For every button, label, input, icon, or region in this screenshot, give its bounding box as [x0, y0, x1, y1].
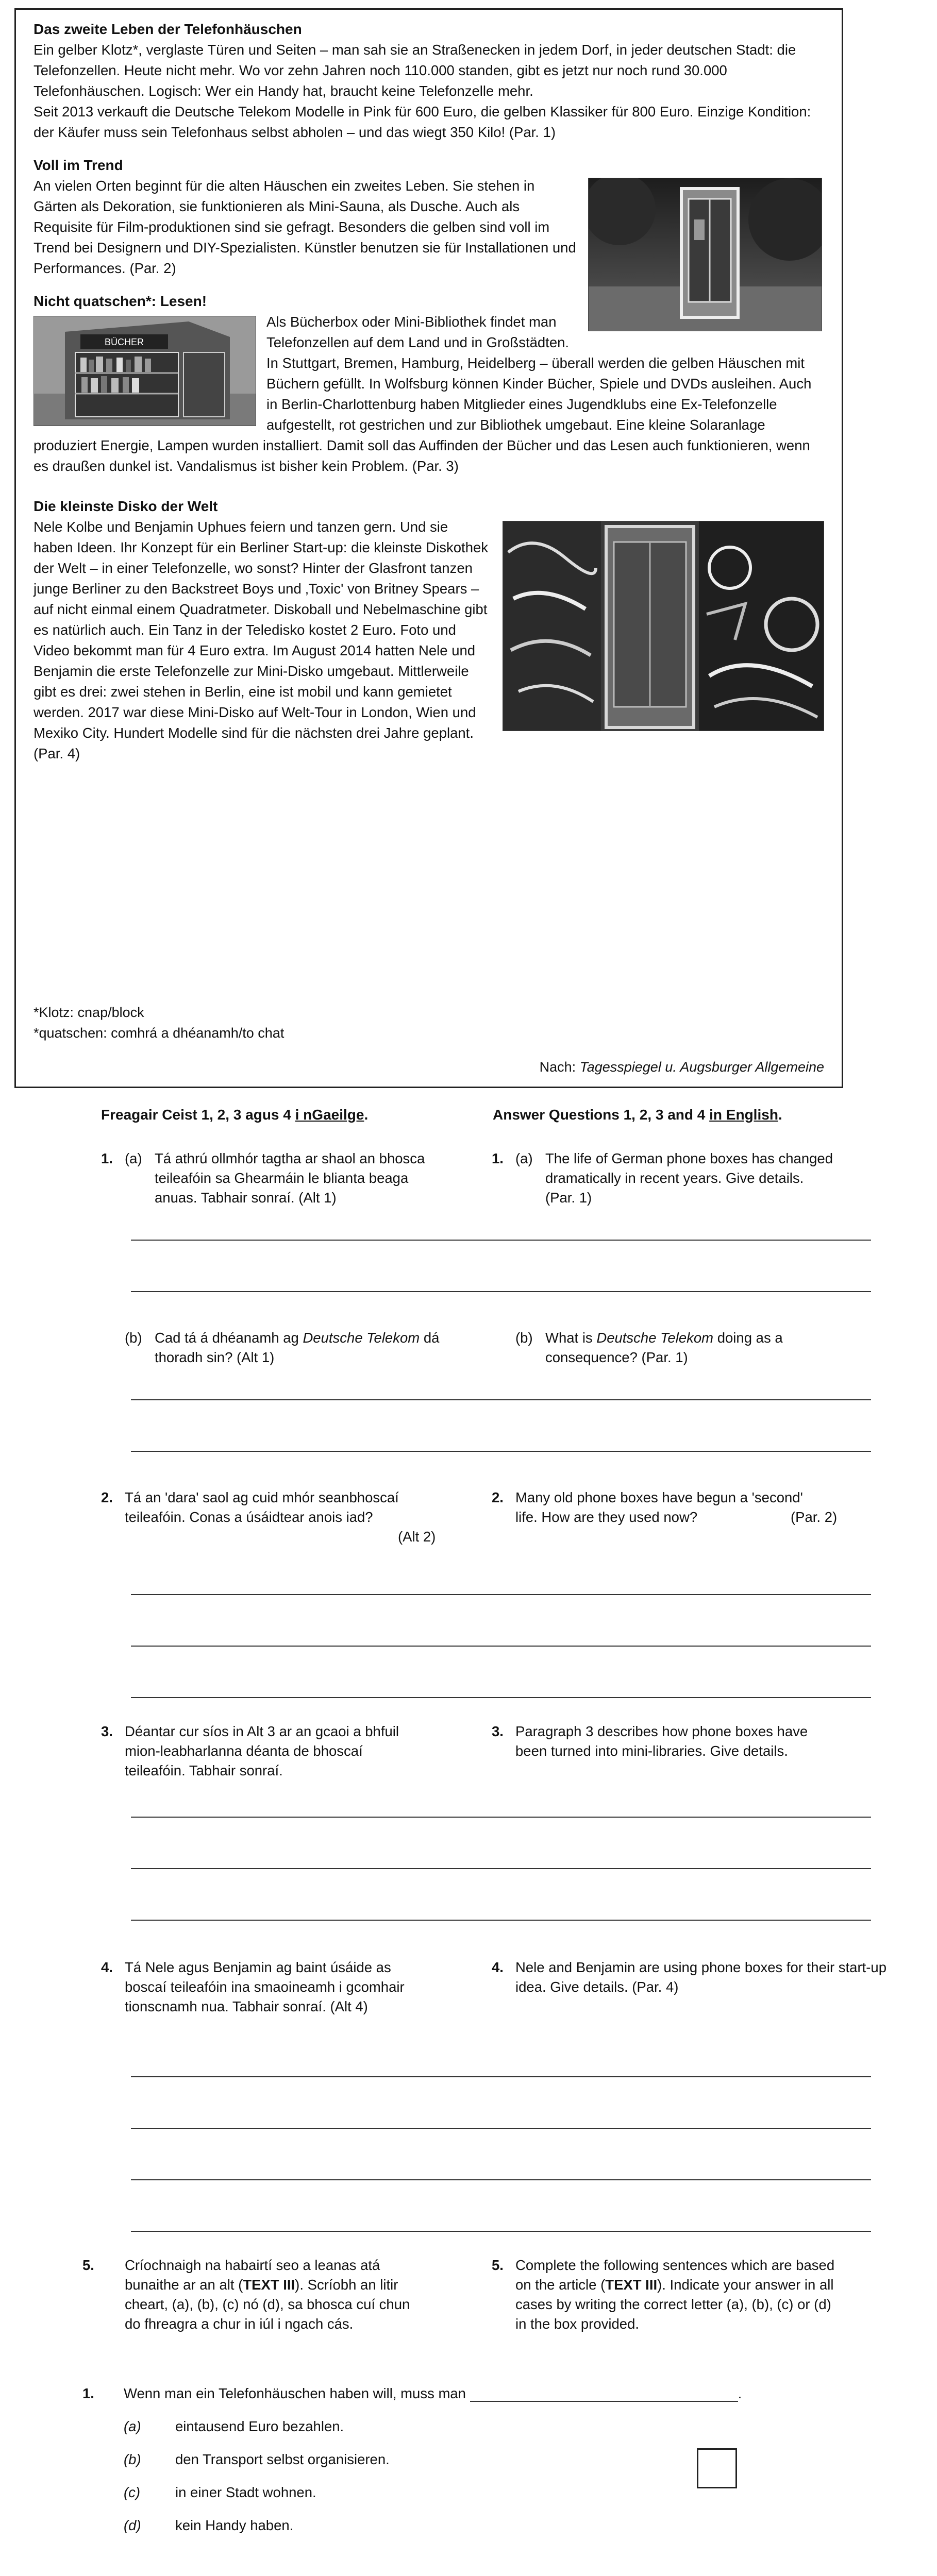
book-sign-text: BÜCHER	[104, 337, 144, 347]
instructions-english-end: .	[778, 1107, 782, 1123]
answer-line[interactable]	[131, 1817, 871, 1818]
question-text-irish: Tá athrú ollmhór tagtha ar shaol an bhosca teileafóin sa Ghearmáin le blianta beaga anuas. Tabhair sonraí. (Alt 1)	[155, 1150, 425, 1206]
section-title: Nicht quatschen*: Lesen!	[34, 293, 207, 309]
question-text-bold: TEXT III	[243, 2277, 295, 2293]
answer-box-1[interactable]	[697, 2448, 737, 2488]
footnote-klotz: *Klotz: cnap/block	[34, 1005, 144, 1020]
section-text: Seit 2013 verkauft die Deutsche Telekom Modelle in Pink für 600 Euro, die gelben Klassiker für 800 Euro. Einzige Kondition: der Käufer muss sein Telefonhaus selbst abholen – und das wiegt 350 Kilo! (Par. 1)	[34, 104, 811, 140]
question-number: 1.	[101, 1150, 113, 1166]
question-number: 1.	[492, 1150, 504, 1166]
question-number: 5.	[492, 2257, 504, 2273]
answer-line[interactable]	[131, 1399, 871, 1400]
part-label: (b)	[515, 1330, 533, 1346]
answer-line[interactable]	[131, 1920, 871, 1921]
option-text: in einer Stadt wohnen.	[175, 2484, 316, 2500]
question-text-irish	[125, 2256, 424, 2334]
question-text-irish: Déantar cur síos in Alt 3 ar an gcaoi a bhfuil mion-leabharlanna déanta de bhoscaí teileafóin. Tabhair sonraí.	[125, 1723, 399, 1778]
question-number: 4.	[492, 1959, 504, 1975]
question-text-emphasis: Deutsche Telekom	[303, 1330, 420, 1346]
answer-line[interactable]	[131, 2231, 871, 2232]
mc-option	[124, 2418, 344, 2435]
question-4	[101, 1958, 905, 2045]
phone-box-photo	[588, 178, 822, 331]
option-text: kein Handy haben.	[175, 2517, 294, 2533]
section-text: Nele Kolbe und Benjamin Uphues feiern und tanzen gern. Und sie haben Ideen. Ihr Konzept für ein Berliner Start-up: die kleinste Diskothek der Welt – in einer Telefonzelle, wo sonst? Hinter der Glasfront tanzen junge Berliner zu den Backstreet Boys und ‚Toxic' von Britney Spears – auf nicht einmal einem Quadratmeter. Diskoball und Nebelmaschine gibt es natürlich auch. Ein Tanz in der Teledisko kostet 2 Euro. Foto und Video bekommt man für 4 Euro extra. Im August 2014 hatten Nele und Benjamin die erste Telefonzelle zur Mini-Disko umgebaut. Mittlerweile gibt es drei: zwei stehen in Berlin, eine ist mobil und kann gemietet werden. 2017 war diese Mini-Disko auf Welt-Tour in London, Wien und Mexiko City. Hundert Modelle sind für die nächsten drei Jahre geplant. (Par. 4)	[34, 519, 489, 761]
question-number: 4.	[101, 1959, 113, 1975]
instructions-irish	[101, 1107, 368, 1123]
question-text-irish	[155, 1328, 443, 1367]
question-text-english: Many old phone boxes have begun a 'second' life. How are they used now?	[515, 1489, 803, 1525]
answer-line[interactable]	[131, 1594, 871, 1595]
question-1a	[101, 1149, 905, 1216]
article-source	[540, 1057, 824, 1077]
question-text-part: ). Indicate your answer in all cases by writing the correct letter (a), (b), (c) or (d) in the box provided.	[515, 2277, 834, 2332]
question-text-english	[545, 1328, 834, 1367]
question-text-part: dá thoradh sin? (Alt 1)	[155, 1330, 440, 1365]
question-text-english	[515, 2256, 835, 2334]
mc-option	[124, 2451, 390, 2468]
question-number: 2.	[101, 1489, 113, 1505]
question-number: 2.	[492, 1489, 504, 1505]
question-text-emphasis: Deutsche Telekom	[596, 1330, 714, 1346]
answer-line[interactable]	[131, 1646, 871, 1647]
question-number: 3.	[492, 1723, 504, 1739]
option-label: (c)	[124, 2484, 141, 2500]
instructions-english-underlined: in English	[709, 1107, 778, 1123]
question-text-part: Complete the following sentences which are based on the article (	[515, 2257, 835, 2293]
part-label: (a)	[125, 1150, 142, 1166]
part-label: (a)	[515, 1150, 533, 1166]
answer-line[interactable]	[131, 2076, 871, 2077]
question-number: 5.	[82, 2257, 94, 2273]
article-section-2	[34, 155, 824, 279]
answer-line[interactable]	[131, 1868, 871, 1869]
option-label: (a)	[124, 2418, 141, 2434]
mc-option	[124, 2517, 293, 2534]
section-text: Ein gelber Klotz*, verglaste Türen und Seiten – man sah sie an Straßenecken in jedem Dorf, in jeder deutschen Stadt: die Telefonzellen. Heute nicht mehr. Wo vor zehn Jahren noch 110.000 standen, gibt es jetzt nur noch rund 30.000 Telefonhäuschen. Logisch: Wer ein Handy hat, braucht keine Telefonzelle mehr.	[34, 42, 796, 99]
question-text-bold: TEXT III	[605, 2277, 658, 2293]
footnotes	[34, 1002, 284, 1043]
option-label: (b)	[124, 2451, 141, 2467]
answer-line[interactable]	[131, 2128, 871, 2129]
part-label: (b)	[125, 1330, 142, 1346]
question-text-irish: Tá an 'dara' saol ag cuid mhór seanbhoscaí teileafóin. Conas a úsáidtear anois iad?	[125, 1489, 399, 1525]
article-section-4	[34, 496, 824, 776]
section-text: Als Bücherbox oder Mini-Bibliothek findet man Telefonzellen auf dem Land und in Großstädten. In Stuttgart, Bremen, Hamburg, Heidelberg – überall werden die gelben Häuschen mit Büchern gefüllt. In Wolfsburg können Kinder Bücher, Spiele und DVDs ausleihen. Auch in Berlin-Charlottenburg haben Mitglieder eines Jugendklubs eine Ex-Telefonzelle aufgestellt, rot gestrichen und zur Bibliothek umgebaut. Eine kleine Solaranlage produziert Energie, Lampen wurden installiert. Damit soll das Auffinden der Bücher und das Lesen auch funktionieren, wenn es draußen dunkel ist. Vandalismus ist bisher kein Problem. (Par. 3)	[34, 314, 812, 474]
question-ref-irish: (Alt 2)	[398, 1529, 436, 1545]
answer-line[interactable]	[131, 2179, 871, 2180]
instructions-irish-text: Freagair Ceist 1, 2, 3 agus 4	[101, 1107, 295, 1123]
question-text-part: doing as a consequence? (Par. 1)	[545, 1330, 783, 1365]
question-text-part: ). Scríobh an litir cheart, (a), (b), (c) nó (d), sa bhosca cuí chun do fhreagra a chur in iúl i ngach cás.	[125, 2277, 410, 2332]
question-text-english: Paragraph 3 describes how phone boxes have been turned into mini-libraries. Give details.	[515, 1723, 808, 1759]
section-text: An vielen Orten beginnt für die alten Häuschen ein zweites Leben. Sie stehen in Gärten als Dekoration, sie funktionieren als Mini-Sauna, als Dusche. Auch als Requisite für Film-produktionen sind sie gefragt. Besonders die gelben sind voll im Trend bei Designern und DIY-Spezialisten. Künstler benutzen sie für Installationen und Performances. (Par. 2)	[34, 178, 576, 276]
article-box	[14, 8, 843, 1088]
answer-line[interactable]	[131, 1451, 871, 1452]
question-1b	[101, 1328, 905, 1375]
question-2	[101, 1488, 905, 1555]
instructions-english-text: Answer Questions 1, 2, 3 and 4	[493, 1107, 710, 1123]
article-section-1	[34, 19, 824, 143]
footnote-quatschen: *quatschen: comhrá a dhéanamh/to chat	[34, 1025, 285, 1041]
option-text: eintausend Euro bezahlen.	[175, 2418, 344, 2434]
question-text-part: Cad tá á dhéanamh ag	[155, 1330, 303, 1346]
answer-line[interactable]	[131, 1697, 871, 1698]
answer-line[interactable]	[131, 1240, 871, 1241]
question-text-part: What is	[545, 1330, 597, 1346]
mc-stem: Wenn man ein Telefonhäuschen haben will, muss man .	[124, 2385, 742, 2401]
question-text-irish: Tá Nele agus Benjamin ag baint úsáide as boscaí teileafóin ina smaoineamh i gcomhair tionscnamh nua. Tabhair sonraí. (Alt 4)	[125, 1959, 405, 2014]
mc-number: 1.	[82, 2385, 94, 2401]
instructions-irish-end: .	[364, 1107, 369, 1123]
section-title: Voll im Trend	[34, 157, 123, 173]
mc-option	[124, 2484, 316, 2501]
question-5	[82, 2256, 907, 2359]
section-title: Die kleinste Disko der Welt	[34, 498, 218, 514]
instructions-irish-underlined: i nGaeilge	[295, 1107, 364, 1123]
source-prefix: Nach:	[539, 1059, 580, 1075]
question-text-english: The life of German phone boxes has changed dramatically in recent years. Give details. (Par. 1)	[545, 1150, 833, 1206]
answer-line[interactable]	[131, 1291, 871, 1292]
disco-phone-box-photo	[503, 521, 824, 731]
mc-stem-text: Wenn man ein Telefonhäuschen haben will, muss man	[124, 2385, 466, 2401]
question-number: 3.	[101, 1723, 113, 1739]
question-3	[101, 1722, 905, 1789]
question-text-part: Críochnaigh na habairtí seo a leanas atá bunaithe ar an alt (	[125, 2257, 380, 2293]
question-text-english: Nele and Benjamin are using phone boxes for their start-up idea. Give details. (Par. 4)	[515, 1959, 887, 1995]
instructions-english	[493, 1107, 782, 1123]
mc-blank	[470, 2386, 738, 2402]
question-ref-english: (Par. 2)	[791, 1509, 838, 1525]
source-title: Tagesspiegel u. Augsburger Allgemeine	[579, 1059, 824, 1075]
option-label: (d)	[124, 2517, 141, 2533]
section-title: Das zweite Leben der Telefonhäuschen	[34, 21, 302, 37]
mc-question-1	[82, 2385, 856, 2555]
book-box-photo	[34, 316, 256, 426]
option-text: den Transport selbst organisieren.	[175, 2451, 390, 2467]
